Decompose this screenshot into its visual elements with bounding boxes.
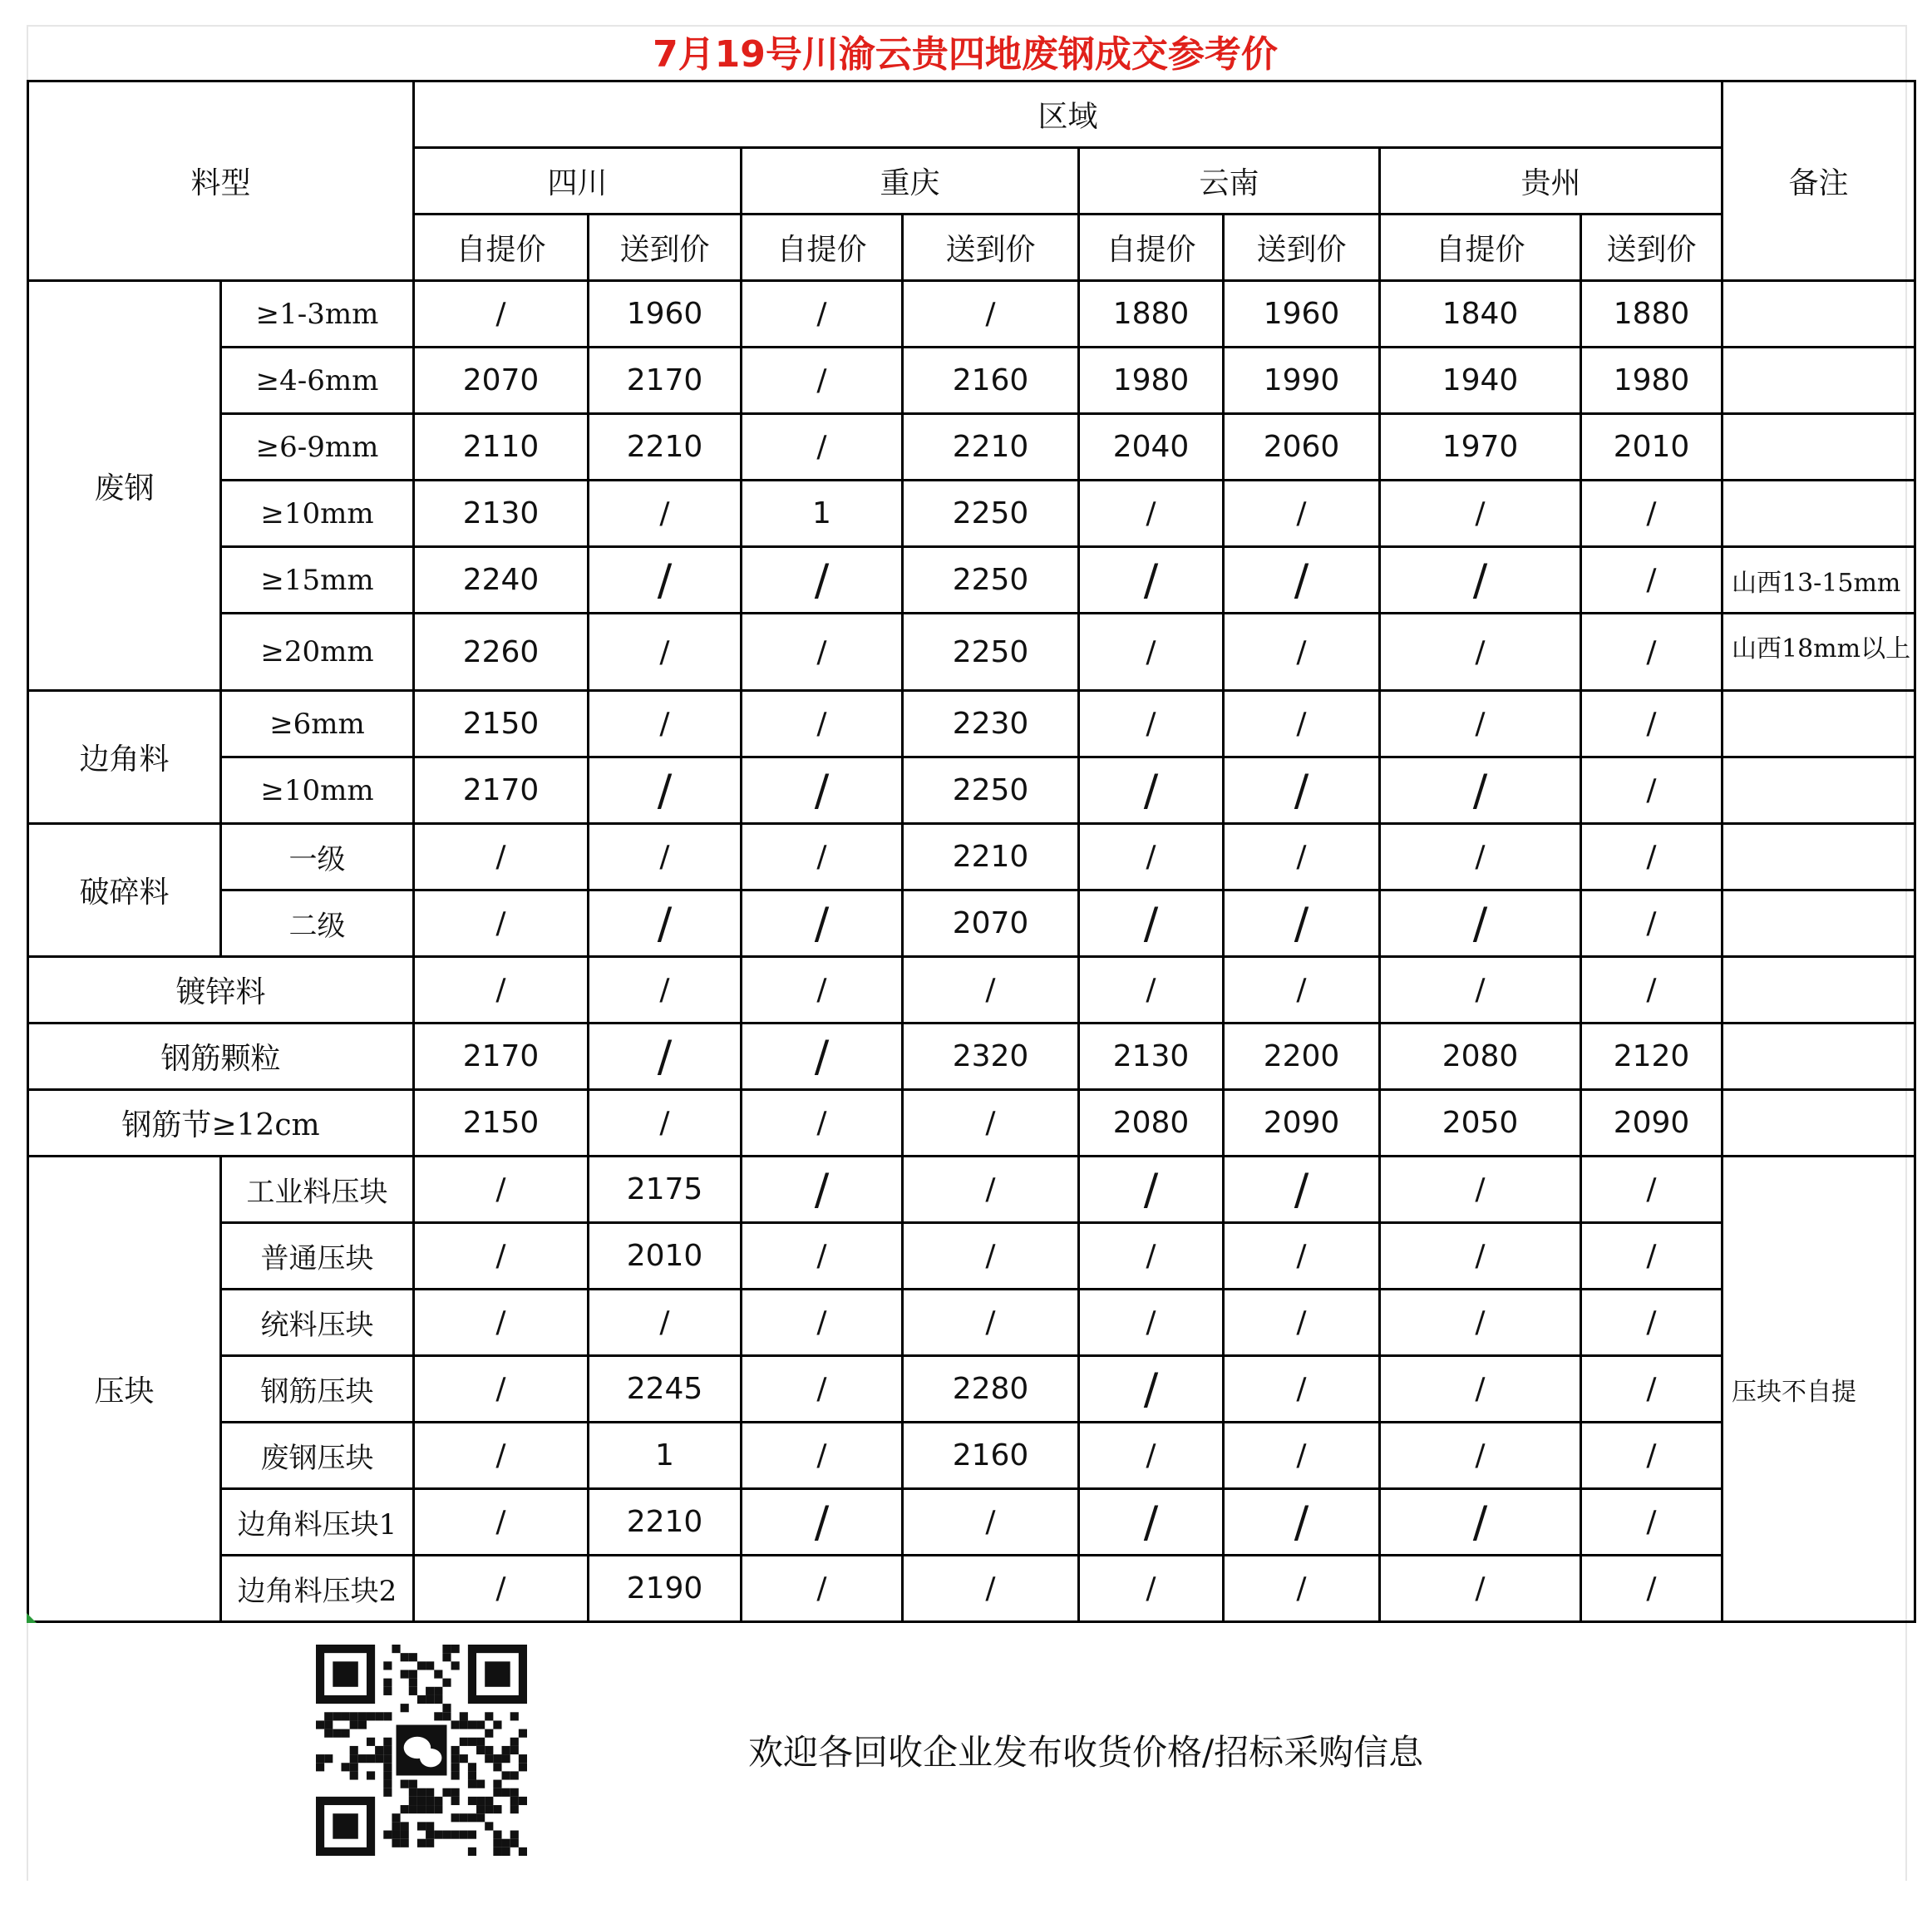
price-cell: / xyxy=(414,824,589,890)
price-cell: / xyxy=(903,957,1079,1024)
price-type-header: 送到价 xyxy=(589,215,742,281)
price-cell: 2190 xyxy=(589,1556,742,1622)
price-cell: 1 xyxy=(742,481,903,547)
price-cell: / xyxy=(742,890,903,957)
table-row xyxy=(28,1223,1915,1290)
price-cell: 2090 xyxy=(1581,1090,1723,1157)
note-cell xyxy=(1723,1024,1915,1090)
price-cell: / xyxy=(1224,547,1380,614)
note-cell: 山西18mm以上 xyxy=(1723,614,1915,691)
material-spec: ≥20mm xyxy=(221,614,414,691)
price-cell: 2060 xyxy=(1224,414,1380,481)
price-table xyxy=(27,80,1916,1623)
table-row xyxy=(28,691,1915,757)
material-spec: 一级 xyxy=(221,824,414,890)
price-cell: / xyxy=(1079,957,1224,1024)
price-cell: 2230 xyxy=(903,691,1079,757)
price-cell: / xyxy=(589,957,742,1024)
material-header: 料型 xyxy=(28,81,414,281)
price-cell: / xyxy=(742,1356,903,1423)
price-type-header: 自提价 xyxy=(742,215,903,281)
region-sichuan: 四川 xyxy=(414,148,742,215)
price-cell: / xyxy=(1224,691,1380,757)
price-cell: 2010 xyxy=(589,1223,742,1290)
material-spec: 统料压块 xyxy=(221,1290,414,1356)
price-type-header: 自提价 xyxy=(1079,215,1224,281)
price-cell: 1990 xyxy=(1224,348,1380,414)
price-cell: / xyxy=(589,1024,742,1090)
price-cell: / xyxy=(903,1556,1079,1622)
table-row xyxy=(28,1556,1915,1622)
price-cell: 2210 xyxy=(589,1489,742,1556)
price-cell: / xyxy=(589,481,742,547)
price-cell: 2240 xyxy=(414,547,589,614)
price-cell: 2170 xyxy=(589,348,742,414)
price-cell: / xyxy=(1079,1489,1224,1556)
material-spec: ≥1-3mm xyxy=(221,281,414,348)
price-cell: 2120 xyxy=(1581,1024,1723,1090)
price-cell: / xyxy=(589,691,742,757)
material-spec: 废钢压块 xyxy=(221,1423,414,1489)
price-cell: / xyxy=(1224,824,1380,890)
price-cell: / xyxy=(1581,824,1723,890)
price-cell: / xyxy=(903,1157,1079,1223)
price-cell: 2210 xyxy=(903,824,1079,890)
price-cell: / xyxy=(1224,1356,1380,1423)
material-spec: ≥15mm xyxy=(221,547,414,614)
price-cell: / xyxy=(1079,1556,1224,1622)
price-cell: 2130 xyxy=(414,481,589,547)
table-row xyxy=(28,1157,1915,1223)
note-cell xyxy=(1723,414,1915,481)
note-header: 备注 xyxy=(1723,81,1915,281)
price-cell: / xyxy=(1380,614,1581,691)
price-cell: / xyxy=(1581,481,1723,547)
price-cell: / xyxy=(1224,1223,1380,1290)
material-category: 废钢 xyxy=(28,281,221,691)
note-cell xyxy=(1723,348,1915,414)
material-spec: 二级 xyxy=(221,890,414,957)
price-cell: / xyxy=(742,1423,903,1489)
price-cell: 2210 xyxy=(903,414,1079,481)
price-cell: / xyxy=(1581,957,1723,1024)
price-cell: / xyxy=(742,281,903,348)
price-cell: / xyxy=(1581,691,1723,757)
region-yunnan: 云南 xyxy=(1079,148,1380,215)
price-cell: 2250 xyxy=(903,614,1079,691)
material-spec: 边角料压块1 xyxy=(221,1489,414,1556)
material-category: 钢筋节≥12cm xyxy=(28,1090,414,1157)
price-cell: 2245 xyxy=(589,1356,742,1423)
price-cell: 2070 xyxy=(414,348,589,414)
price-cell: 2250 xyxy=(903,481,1079,547)
table-row xyxy=(28,481,1915,547)
price-cell: / xyxy=(742,1290,903,1356)
price-cell: / xyxy=(903,1290,1079,1356)
price-type-header: 送到价 xyxy=(1224,215,1380,281)
price-cell: / xyxy=(589,614,742,691)
price-cell: 2080 xyxy=(1079,1090,1224,1157)
table-row xyxy=(28,614,1915,691)
price-cell: / xyxy=(1224,1290,1380,1356)
table-row xyxy=(28,348,1915,414)
price-cell: / xyxy=(742,824,903,890)
table-row xyxy=(28,824,1915,890)
note-cell: 压块不自提 xyxy=(1723,1157,1915,1622)
price-cell: / xyxy=(1224,481,1380,547)
price-cell: / xyxy=(1581,757,1723,824)
material-category: 压块 xyxy=(28,1157,221,1622)
price-cell: / xyxy=(1224,1157,1380,1223)
table-row xyxy=(28,1090,1915,1157)
price-cell: / xyxy=(1079,824,1224,890)
price-type-header: 自提价 xyxy=(1380,215,1581,281)
material-spec: ≥10mm xyxy=(221,481,414,547)
material-spec: ≥6-9mm xyxy=(221,414,414,481)
price-cell: 1960 xyxy=(1224,281,1380,348)
price-cell: 2010 xyxy=(1581,414,1723,481)
price-cell: / xyxy=(1224,957,1380,1024)
price-cell: / xyxy=(589,824,742,890)
price-cell: / xyxy=(1380,957,1581,1024)
price-cell: / xyxy=(1581,1157,1723,1223)
table-row xyxy=(28,890,1915,957)
price-cell: 2260 xyxy=(414,614,589,691)
price-cell: 2080 xyxy=(1380,1024,1581,1090)
price-cell: / xyxy=(1380,1157,1581,1223)
corner-marker xyxy=(27,1613,37,1623)
price-cell: / xyxy=(742,348,903,414)
note-cell xyxy=(1723,481,1915,547)
price-cell: / xyxy=(414,1223,589,1290)
material-spec: 工业料压块 xyxy=(221,1157,414,1223)
material-category: 破碎料 xyxy=(28,824,221,957)
price-cell: / xyxy=(1380,691,1581,757)
table-row xyxy=(28,957,1915,1024)
price-cell: 1 xyxy=(589,1423,742,1489)
price-cell: / xyxy=(1224,1423,1380,1489)
price-cell: / xyxy=(1079,1423,1224,1489)
price-cell: / xyxy=(589,890,742,957)
price-cell: / xyxy=(414,1489,589,1556)
price-cell: / xyxy=(903,1489,1079,1556)
table-row xyxy=(28,414,1915,481)
price-cell: / xyxy=(1224,1489,1380,1556)
price-cell: 2175 xyxy=(589,1157,742,1223)
price-cell: / xyxy=(414,957,589,1024)
price-cell: / xyxy=(742,1556,903,1622)
price-cell: 2250 xyxy=(903,547,1079,614)
price-cell: 2200 xyxy=(1224,1024,1380,1090)
price-cell: / xyxy=(414,1157,589,1223)
note-cell xyxy=(1723,824,1915,890)
region-guizhou: 贵州 xyxy=(1380,148,1723,215)
price-cell: / xyxy=(742,614,903,691)
price-cell: 2170 xyxy=(414,757,589,824)
price-cell: / xyxy=(414,890,589,957)
price-cell: / xyxy=(589,1290,742,1356)
material-spec: 钢筋压块 xyxy=(221,1356,414,1423)
wechat-qr-code-icon xyxy=(316,1645,527,1856)
price-cell: / xyxy=(903,1090,1079,1157)
price-cell: / xyxy=(1581,614,1723,691)
price-cell: / xyxy=(903,1223,1079,1290)
note-cell xyxy=(1723,890,1915,957)
price-cell: / xyxy=(414,281,589,348)
price-cell: / xyxy=(589,1090,742,1157)
price-cell: 2130 xyxy=(1079,1024,1224,1090)
footer-text: 欢迎各回收企业发布收货价格/招标采购信息 xyxy=(748,1732,1424,1773)
material-spec: ≥10mm xyxy=(221,757,414,824)
price-cell: / xyxy=(1079,1157,1224,1223)
price-cell: 1840 xyxy=(1380,281,1581,348)
material-spec: 普通压块 xyxy=(221,1223,414,1290)
price-type-header: 送到价 xyxy=(903,215,1079,281)
material-category: 边角料 xyxy=(28,691,221,824)
price-cell: / xyxy=(903,281,1079,348)
price-type-header: 自提价 xyxy=(414,215,589,281)
price-cell: 2110 xyxy=(414,414,589,481)
price-cell: / xyxy=(1581,1423,1723,1489)
material-spec: ≥6mm xyxy=(221,691,414,757)
price-cell: / xyxy=(1581,1556,1723,1622)
price-cell: 1970 xyxy=(1380,414,1581,481)
price-cell: / xyxy=(1380,824,1581,890)
price-cell: / xyxy=(1079,1290,1224,1356)
price-cell: / xyxy=(1380,890,1581,957)
price-cell: 2160 xyxy=(903,1423,1079,1489)
price-cell: 1960 xyxy=(589,281,742,348)
price-cell: / xyxy=(1581,547,1723,614)
material-spec: 边角料压块2 xyxy=(221,1556,414,1622)
price-cell: / xyxy=(1079,757,1224,824)
price-cell: / xyxy=(1380,1356,1581,1423)
price-cell: 2170 xyxy=(414,1024,589,1090)
price-cell: 1940 xyxy=(1380,348,1581,414)
price-cell: / xyxy=(742,414,903,481)
price-cell: / xyxy=(1079,691,1224,757)
price-cell: 2250 xyxy=(903,757,1079,824)
note-cell: 山西13-15mm xyxy=(1723,547,1915,614)
material-spec: ≥4-6mm xyxy=(221,348,414,414)
material-category: 钢筋颗粒 xyxy=(28,1024,414,1090)
price-cell: 2160 xyxy=(903,348,1079,414)
price-cell: 1880 xyxy=(1079,281,1224,348)
price-cell: / xyxy=(1079,547,1224,614)
price-cell: / xyxy=(589,757,742,824)
price-cell: / xyxy=(1380,481,1581,547)
price-cell: / xyxy=(1224,757,1380,824)
price-cell: / xyxy=(1581,1489,1723,1556)
price-cell: 1880 xyxy=(1581,281,1723,348)
price-cell: / xyxy=(1380,757,1581,824)
table-row xyxy=(28,757,1915,824)
price-cell: / xyxy=(1581,890,1723,957)
price-cell: / xyxy=(589,547,742,614)
price-cell: / xyxy=(414,1423,589,1489)
price-cell: / xyxy=(1079,1356,1224,1423)
table-row xyxy=(28,1024,1915,1090)
price-cell: 2320 xyxy=(903,1024,1079,1090)
price-cell: / xyxy=(742,757,903,824)
price-cell: / xyxy=(1380,1223,1581,1290)
price-cell: 1980 xyxy=(1581,348,1723,414)
price-cell: / xyxy=(1079,481,1224,547)
price-cell: / xyxy=(1380,1423,1581,1489)
price-cell: 2150 xyxy=(414,1090,589,1157)
price-cell: / xyxy=(742,1090,903,1157)
table-row xyxy=(28,1290,1915,1356)
price-cell: / xyxy=(1380,1556,1581,1622)
price-cell: / xyxy=(742,1024,903,1090)
price-cell: / xyxy=(742,691,903,757)
page-title: 7月19号川渝云贵四地废钢成交参考价 xyxy=(653,33,1278,76)
price-cell: / xyxy=(742,547,903,614)
price-cell: 2090 xyxy=(1224,1090,1380,1157)
note-cell xyxy=(1723,1090,1915,1157)
table-row xyxy=(28,1356,1915,1423)
price-cell: / xyxy=(1224,1556,1380,1622)
material-category: 镀锌料 xyxy=(28,957,414,1024)
price-cell: 2040 xyxy=(1079,414,1224,481)
price-cell: 2050 xyxy=(1380,1090,1581,1157)
note-cell xyxy=(1723,281,1915,348)
price-cell: 2150 xyxy=(414,691,589,757)
table-row xyxy=(28,1423,1915,1489)
note-cell xyxy=(1723,757,1915,824)
note-cell xyxy=(1723,957,1915,1024)
price-cell: 2210 xyxy=(589,414,742,481)
price-cell: / xyxy=(414,1290,589,1356)
price-cell: / xyxy=(1079,614,1224,691)
price-cell: / xyxy=(742,1157,903,1223)
price-cell: / xyxy=(414,1556,589,1622)
table-row xyxy=(28,547,1915,614)
price-cell: / xyxy=(1581,1356,1723,1423)
price-cell: / xyxy=(742,1489,903,1556)
price-cell: / xyxy=(1079,890,1224,957)
region-chongqing: 重庆 xyxy=(742,148,1079,215)
table-row xyxy=(28,1489,1915,1556)
price-cell: / xyxy=(1380,547,1581,614)
price-cell: / xyxy=(1380,1290,1581,1356)
table-row xyxy=(28,281,1915,348)
price-cell: / xyxy=(1581,1223,1723,1290)
note-cell xyxy=(1723,691,1915,757)
region-header: 区域 xyxy=(414,81,1723,148)
price-cell: / xyxy=(1224,614,1380,691)
price-cell: / xyxy=(742,1223,903,1290)
price-cell: / xyxy=(742,957,903,1024)
price-type-header: 送到价 xyxy=(1581,215,1723,281)
price-cell: 2280 xyxy=(903,1356,1079,1423)
price-cell: 1980 xyxy=(1079,348,1224,414)
price-cell: / xyxy=(414,1356,589,1423)
price-cell: 2070 xyxy=(903,890,1079,957)
price-cell: / xyxy=(1079,1223,1224,1290)
price-cell: / xyxy=(1224,890,1380,957)
price-cell: / xyxy=(1380,1489,1581,1556)
price-cell: / xyxy=(1581,1290,1723,1356)
